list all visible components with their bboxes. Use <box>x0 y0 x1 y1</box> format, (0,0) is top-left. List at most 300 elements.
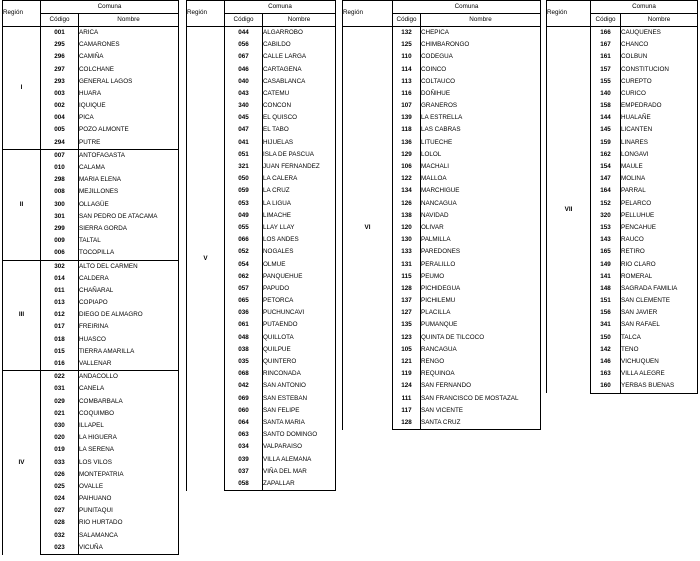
codigo-cell: 118 <box>393 125 421 137</box>
codigo-cell: 164 <box>591 185 621 197</box>
nombre-cell: ALGARROBO <box>263 28 303 36</box>
codigo-cell: 145 <box>591 125 621 137</box>
nombre-cell: OLLAGÜE <box>79 200 109 208</box>
codigo-cell: 143 <box>591 234 621 246</box>
nombre-cell: SAN ESTEBAN <box>263 394 308 402</box>
nombre-cell: CHIMBARONGO <box>421 41 470 49</box>
nombre-cell: QUILLOTA <box>263 333 294 341</box>
codigo-cell: 157 <box>591 64 621 76</box>
codigo-cell: 017 <box>41 322 79 334</box>
codigo-cell: 156 <box>591 307 621 319</box>
nombre-cell: LOS ANDES <box>263 236 299 244</box>
codigo-cell: 321 <box>225 161 263 173</box>
codigo-cell: 158 <box>591 100 621 112</box>
comuna-header: Comuna <box>225 1 336 14</box>
nombre-cell: CASABLANCA <box>263 77 306 85</box>
nombre-cell: MAULE <box>621 163 643 170</box>
nombre-cell: YERBAS BUENAS <box>621 380 698 393</box>
codigo-cell: 133 <box>393 246 421 258</box>
codigo-cell: 001 <box>41 27 79 40</box>
nombre-cell: MONTEPATRIA <box>79 470 124 478</box>
codigo-cell: 011 <box>41 285 79 297</box>
nombre-cell: COQUIMBO <box>79 409 114 417</box>
nombre-cell: ANTOFAGASTA <box>79 149 179 162</box>
codigo-cell: 042 <box>225 380 263 392</box>
nombre-cell: RINCONADA <box>263 370 301 378</box>
nombre-cell: RANCAGUA <box>421 345 457 353</box>
region-table-1 <box>2 0 179 555</box>
codigo-cell: 032 <box>41 530 79 542</box>
nombre-cell: PAPUDO <box>263 284 290 292</box>
nombre-cell: LOLOL <box>421 150 442 158</box>
codigo-header: Código <box>225 14 263 27</box>
nombre-cell: TALTAL <box>79 237 101 245</box>
region-header: Región <box>547 1 591 27</box>
codigo-cell: 295 <box>41 39 79 51</box>
region-header: Región <box>3 1 41 27</box>
nombre-cell: PICHILEMU <box>421 297 456 305</box>
nombre-cell: LA LIGUA <box>263 199 292 207</box>
codigo-cell: 125 <box>393 39 421 51</box>
nombre-cell: ALTO DEL CARMEN <box>79 260 179 273</box>
nombre-cell: QUINTA DE TILCOCO <box>421 333 485 341</box>
nombre-cell: TOCOPILLA <box>79 249 115 257</box>
codigo-cell: 105 <box>393 344 421 356</box>
codigo-cell: 068 <box>225 368 263 380</box>
codigo-cell: 057 <box>225 283 263 295</box>
codigo-cell: 004 <box>41 112 79 124</box>
nombre-cell: OLIVAR <box>421 223 444 231</box>
codigo-cell: 003 <box>41 88 79 100</box>
codigo-cell: 060 <box>225 405 263 417</box>
codigo-cell: 038 <box>225 344 263 356</box>
codigo-cell: 299 <box>41 223 79 235</box>
codigo-cell: 107 <box>393 100 421 112</box>
region-cell: VII <box>547 27 591 394</box>
nombre-cell: VALPARAISO <box>263 443 302 451</box>
codigo-cell: 016 <box>41 358 79 371</box>
codigo-cell: 135 <box>393 320 421 332</box>
nombre-cell: VILLA ALEMANA <box>263 455 312 463</box>
comuna-header: Comuna <box>41 1 179 14</box>
codigo-cell: 021 <box>41 408 79 420</box>
region-cell: I <box>3 27 41 150</box>
nombre-cell: PALMILLA <box>421 236 451 244</box>
region-table-3 <box>342 0 541 430</box>
nombre-cell: COLTAUCO <box>421 77 456 85</box>
nombre-cell: PUNITAQUI <box>79 507 113 515</box>
nombre-cell: LA ESTRELLA <box>421 114 463 122</box>
codigo-cell: 020 <box>41 432 79 444</box>
codigo-cell: 117 <box>393 405 421 417</box>
table-row <box>3 27 179 40</box>
nombre-cell: REQUINOA <box>421 370 455 378</box>
nombre-cell: EL TABO <box>263 126 289 134</box>
nombre-cell: GENERAL LAGOS <box>79 77 133 85</box>
nombre-header: Nombre <box>421 14 541 27</box>
codigo-cell: 163 <box>591 368 621 380</box>
comuna-header: Comuna <box>393 1 541 14</box>
nombre-cell: LA CRUZ <box>263 187 290 195</box>
codigo-cell: 034 <box>225 441 263 453</box>
table-row <box>3 371 179 384</box>
codigo-cell: 137 <box>393 295 421 307</box>
nombre-cell: SAGRADA FAMILIA <box>621 284 678 292</box>
codigo-cell: 144 <box>591 112 621 124</box>
nombre-cell: PUTAENDO <box>263 321 298 329</box>
table-row <box>187 27 336 40</box>
codigo-header: Código <box>393 14 421 27</box>
nombre-cell: CUREPTO <box>621 77 652 85</box>
nombre-cell: RENGO <box>421 358 445 365</box>
comuna-header: Comuna <box>591 1 698 14</box>
nombre-cell: MOLINA <box>621 175 646 183</box>
codigo-cell: 151 <box>591 295 621 307</box>
codigo-cell: 045 <box>225 112 263 124</box>
nombre-cell: CALLE LARGA <box>263 53 307 61</box>
codigo-cell: 069 <box>225 393 263 405</box>
codigo-cell: 050 <box>225 173 263 185</box>
nombre-cell: COPIAPO <box>79 299 108 307</box>
nombre-cell: PERALILLO <box>421 260 456 268</box>
codigo-cell: 014 <box>41 273 79 285</box>
region-cell: III <box>3 260 41 371</box>
codigo-cell: 138 <box>393 210 421 222</box>
codigo-cell: 134 <box>393 185 421 197</box>
region-cell: IV <box>3 371 41 555</box>
codigo-cell: 049 <box>225 210 263 222</box>
codigo-cell: 122 <box>393 173 421 185</box>
nombre-cell: PICA <box>79 114 94 122</box>
codigo-cell: 297 <box>41 64 79 76</box>
nombre-header: Nombre <box>79 14 179 27</box>
nombre-cell: ILLAPEL <box>79 421 104 429</box>
nombre-cell: MARIA ELENA <box>79 176 121 184</box>
nombre-cell: LA HIGUERA <box>79 434 117 442</box>
codigo-cell: 128 <box>393 417 421 430</box>
codigo-cell: 159 <box>591 137 621 149</box>
codigo-cell: 140 <box>591 88 621 100</box>
nombre-cell: ANDACOLLO <box>79 371 179 384</box>
codigo-cell: 106 <box>393 161 421 173</box>
codigo-cell: 030 <box>41 420 79 432</box>
nombre-cell: SAN VICENTE <box>421 406 463 414</box>
nombre-cell: MALLOA <box>421 175 447 183</box>
codigo-cell: 153 <box>591 222 621 234</box>
nombre-cell: PUMANQUE <box>421 321 458 329</box>
table-row <box>3 260 179 273</box>
codigo-cell: 160 <box>591 380 621 393</box>
codigo-cell: 018 <box>41 334 79 346</box>
nombre-cell: CHEPICA <box>421 28 449 36</box>
codigo-cell: 064 <box>225 417 263 429</box>
nombre-cell: HUARA <box>79 89 102 97</box>
nombre-cell: PUCHUNCAVI <box>263 309 305 317</box>
nombre-cell: SANTO DOMINGO <box>263 431 318 439</box>
nombre-cell: COLBUN <box>621 53 648 61</box>
codigo-cell: 002 <box>41 100 79 112</box>
nombre-cell: VIÑA DEL MAR <box>263 467 307 475</box>
codigo-cell: 027 <box>41 505 79 517</box>
nombre-cell: SAN JAVIER <box>621 309 658 317</box>
codigo-cell: 028 <box>41 518 79 530</box>
codigo-cell: 056 <box>225 39 263 51</box>
codigo-cell: 047 <box>225 125 263 137</box>
nombre-cell: POZO ALMONTE <box>79 126 129 134</box>
nombre-cell: ARICA <box>79 28 99 36</box>
nombre-cell: SAN FRANCISCO DE MOSTAZAL <box>421 394 519 402</box>
nombre-cell: CURICO <box>621 89 646 97</box>
codigo-cell: 023 <box>41 542 79 555</box>
codigo-cell: 036 <box>225 307 263 319</box>
nombre-cell: PENCAHUE <box>621 223 656 231</box>
nombre-cell: GRANEROS <box>421 102 458 110</box>
codigo-cell: 161 <box>591 51 621 63</box>
codigo-cell: 296 <box>41 51 79 63</box>
codigo-cell: 129 <box>393 149 421 161</box>
nombre-cell: LITUECHE <box>421 138 453 146</box>
codigo-cell: 116 <box>393 88 421 100</box>
codigo-cell: 062 <box>225 271 263 283</box>
codigo-cell: 009 <box>41 235 79 247</box>
codigo-cell: 294 <box>41 137 79 150</box>
codigo-cell: 043 <box>225 88 263 100</box>
codigo-cell: 031 <box>41 383 79 395</box>
nombre-cell: TIERRA AMARILLA <box>79 347 135 355</box>
codigo-cell: 120 <box>393 222 421 234</box>
codigo-cell: 320 <box>591 210 621 222</box>
nombre-cell: QUILPUE <box>263 345 291 353</box>
table-row <box>3 149 179 162</box>
nombre-cell: TALCA <box>621 333 641 341</box>
nombre-header: Nombre <box>621 14 698 27</box>
codigo-cell: 123 <box>393 332 421 344</box>
codigo-cell: 058 <box>225 478 263 491</box>
nombre-cell: CABILDO <box>263 41 291 49</box>
codigo-cell: 146 <box>591 356 621 368</box>
codigo-cell: 341 <box>591 320 621 332</box>
codigo-cell: 300 <box>41 199 79 211</box>
nombre-cell: CODEGUA <box>421 53 453 61</box>
codigo-cell: 127 <box>393 307 421 319</box>
region-cell: V <box>187 27 225 491</box>
codigo-cell: 128 <box>393 283 421 295</box>
codigo-cell: 155 <box>591 76 621 88</box>
nombre-cell: DOÑIHUE <box>421 89 451 97</box>
codigo-cell: 025 <box>41 481 79 493</box>
codigo-cell: 298 <box>41 174 79 186</box>
codigo-cell: 035 <box>225 356 263 368</box>
codigo-cell: 148 <box>591 283 621 295</box>
nombre-cell: PUTRE <box>79 138 101 146</box>
nombre-cell: NANCAGUA <box>421 199 457 207</box>
nombre-cell: CARTAGENA <box>263 65 302 73</box>
nombre-cell: COINCO <box>421 65 447 73</box>
nombre-cell: CONSTITUCION <box>621 65 669 73</box>
nombre-cell: CANELA <box>79 385 105 393</box>
nombre-cell: PICHIDEGUA <box>421 284 461 292</box>
nombre-cell: HUALAÑE <box>621 114 651 122</box>
nombre-cell: LIMACHE <box>263 211 291 219</box>
nombre-cell: PETORCA <box>263 297 294 305</box>
nombre-cell: ISLA DE PASCUA <box>263 150 314 158</box>
nombre-cell: LICANTEN <box>621 126 653 134</box>
region-header: Región <box>343 1 393 27</box>
codigo-cell: 012 <box>41 309 79 321</box>
codigo-cell: 167 <box>591 39 621 51</box>
codigo-cell: 126 <box>393 198 421 210</box>
nombre-cell: LA SERENA <box>79 446 114 454</box>
codigo-cell: 039 <box>225 454 263 466</box>
nombre-cell: EMPEDRADO <box>621 102 662 110</box>
codigo-cell: 015 <box>41 346 79 358</box>
nombre-cell: PLACILLA <box>421 309 451 317</box>
nombre-cell: COMBARBALA <box>79 397 123 405</box>
nombre-cell: RETIRO <box>621 248 645 256</box>
nombre-cell: CHAÑARAL <box>79 286 114 294</box>
table-row <box>547 27 698 40</box>
codigo-cell: 059 <box>225 185 263 197</box>
nombre-cell: SANTA MARIA <box>263 418 305 426</box>
codigo-cell: 053 <box>225 198 263 210</box>
nombre-cell: DIEGO DE ALMAGRO <box>79 311 143 319</box>
codigo-cell: 130 <box>393 234 421 246</box>
region-cell: VI <box>343 27 393 430</box>
nombre-cell: SAN FELIPE <box>263 406 300 414</box>
nombre-cell: COLCHANE <box>79 65 114 73</box>
codigo-cell: 066 <box>225 234 263 246</box>
nombre-cell: LINARES <box>621 138 648 146</box>
nombre-cell: SAN FERNANDO <box>421 382 472 390</box>
nombre-cell: SAN PEDRO DE ATACAMA <box>79 212 158 220</box>
nombre-cell: SIERRA GORDA <box>79 224 127 232</box>
codigo-cell: 121 <box>393 356 421 368</box>
codigo-cell: 054 <box>225 259 263 271</box>
nombre-cell: PAIHUANO <box>79 495 112 503</box>
codigo-cell: 136 <box>393 137 421 149</box>
nombre-cell: CHANCO <box>621 41 649 49</box>
nombre-cell: NOGALES <box>263 248 294 256</box>
codigo-cell: 165 <box>591 246 621 258</box>
codigo-cell: 033 <box>41 457 79 469</box>
nombre-cell: VALLENAR <box>79 360 112 367</box>
nombre-cell: NAVIDAD <box>421 211 449 219</box>
nombre-cell: PELARCO <box>621 199 652 207</box>
codigo-cell: 022 <box>41 371 79 384</box>
codigo-cell: 154 <box>591 161 621 173</box>
codigo-cell: 147 <box>591 173 621 185</box>
nombre-cell: LLAY LLAY <box>263 223 295 231</box>
nombre-cell: CATEMU <box>263 89 290 97</box>
codigo-cell: 141 <box>591 271 621 283</box>
codigo-header: Código <box>41 14 79 27</box>
codigo-cell: 024 <box>41 493 79 505</box>
nombre-cell: PAREDONES <box>421 248 461 256</box>
nombre-cell: RIO HURTADO <box>79 519 123 527</box>
nombre-cell: ROMERAL <box>621 272 653 280</box>
codigo-cell: 063 <box>225 429 263 441</box>
codigo-cell: 150 <box>591 332 621 344</box>
codigo-cell: 110 <box>393 51 421 63</box>
codigo-cell: 111 <box>393 393 421 405</box>
table-row <box>343 27 541 40</box>
codigo-cell: 051 <box>225 149 263 161</box>
nombre-cell: PELLUHUE <box>621 211 655 219</box>
nombre-header: Nombre <box>263 14 336 27</box>
nombre-cell: EL QUISCO <box>263 114 298 122</box>
nombre-cell: RIO CLARO <box>621 260 656 268</box>
codigo-cell: 114 <box>393 64 421 76</box>
nombre-cell: IQUIQUE <box>79 102 106 110</box>
codigo-cell: 065 <box>225 295 263 307</box>
region-cell: II <box>3 149 41 260</box>
codigo-cell: 162 <box>591 149 621 161</box>
codigo-cell: 139 <box>393 112 421 124</box>
nombre-cell: LOS VILOS <box>79 458 112 466</box>
codigo-cell: 026 <box>41 469 79 481</box>
nombre-cell: SAN RAFAEL <box>621 321 660 329</box>
codigo-cell: 010 <box>41 162 79 174</box>
codigo-cell: 037 <box>225 466 263 478</box>
codigo-cell: 340 <box>225 100 263 112</box>
nombre-cell: MACHALI <box>421 163 449 170</box>
codigo-cell: 119 <box>393 368 421 380</box>
codigo-cell: 029 <box>41 396 79 408</box>
nombre-cell: SALAMANCA <box>79 531 118 539</box>
region-table-2 <box>186 0 336 491</box>
nombre-cell: CALDERA <box>79 274 109 282</box>
nombre-cell: HIJUELAS <box>263 138 294 146</box>
nombre-cell: MEJILLONES <box>79 188 119 196</box>
codigo-cell: 046 <box>225 64 263 76</box>
region-header: Región <box>187 1 225 27</box>
nombre-cell: PANQUEHUE <box>263 272 303 280</box>
nombre-cell: QUINTERO <box>263 358 297 365</box>
codigo-cell: 115 <box>393 271 421 283</box>
nombre-cell: OVALLE <box>79 482 104 490</box>
nombre-cell: ZAPALLAR <box>263 478 336 491</box>
nombre-cell: PARRAL <box>621 187 646 195</box>
codigo-cell: 019 <box>41 444 79 456</box>
nombre-cell: CAUQUENES <box>621 28 661 36</box>
codigo-cell: 293 <box>41 76 79 88</box>
codigo-cell: 055 <box>225 222 263 234</box>
codigo-cell: 040 <box>225 76 263 88</box>
codigo-cell: 008 <box>41 186 79 198</box>
codigo-cell: 152 <box>591 198 621 210</box>
codigo-cell: 067 <box>225 51 263 63</box>
nombre-cell: FREIRINA <box>79 323 109 331</box>
codigo-cell: 131 <box>393 259 421 271</box>
nombre-cell: CONCON <box>263 102 291 110</box>
codigo-cell: 006 <box>41 247 79 260</box>
codigo-cell: 142 <box>591 344 621 356</box>
nombre-cell: SAN ANTONIO <box>263 382 306 390</box>
codigo-cell: 048 <box>225 332 263 344</box>
codigo-cell: 005 <box>41 125 79 137</box>
nombre-cell: SAN CLEMENTE <box>621 297 670 305</box>
nombre-cell: RAUCO <box>621 236 644 244</box>
codigo-cell: 041 <box>225 137 263 149</box>
codigo-cell: 132 <box>393 27 421 40</box>
codigo-cell: 052 <box>225 246 263 258</box>
nombre-cell: OLMUE <box>263 260 286 268</box>
nombre-cell: TENO <box>621 345 639 353</box>
nombre-cell: HUASCO <box>79 335 106 343</box>
codigo-cell: 301 <box>41 211 79 223</box>
codigo-cell: 007 <box>41 149 79 162</box>
nombre-cell: LONGAVI <box>621 150 649 158</box>
